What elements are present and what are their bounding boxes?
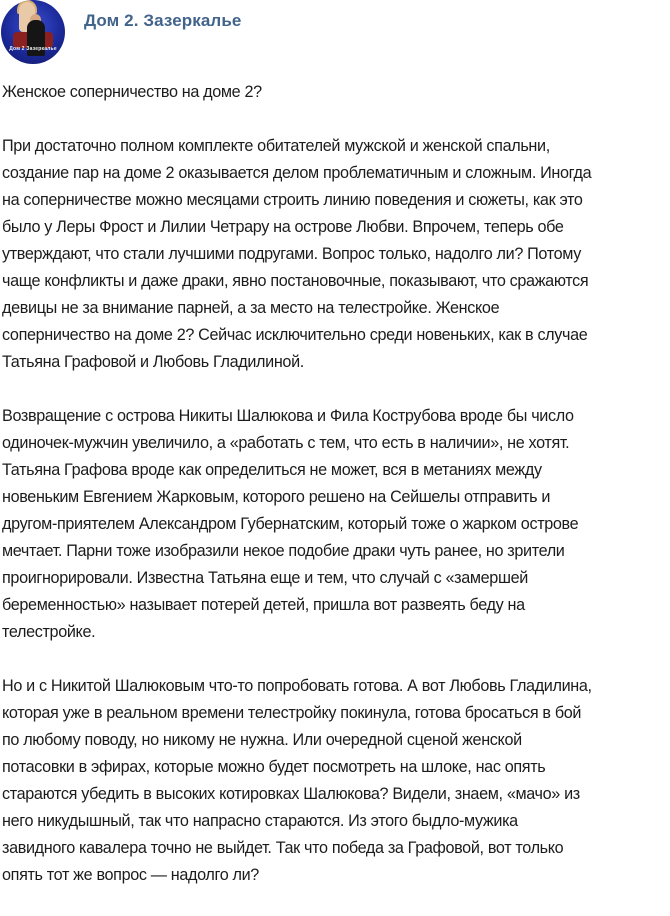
post-text <box>2 79 666 916</box>
text-line: на соперничестве можно месяцами строить линию поведения и сюжеты, как это <box>2 191 583 209</box>
text-line: новеньким Евгением Жарковым, которого решено на Сейшелы отправить и <box>2 488 551 506</box>
text-line: беременностью» называет потерей детей, пришла вот развеять беду на <box>2 596 525 614</box>
text-line: мечтает. Парни тоже изобразили некое подобие драки чуть ранее, но зрители <box>2 542 565 560</box>
text-line: завидного кавалера точно не выйдет. Так что победа за Графовой, вот только <box>2 839 564 857</box>
text-line: девицы не за внимание парней, а за место на телестройке. Женское <box>2 299 500 317</box>
post-header <box>0 0 670 70</box>
text-line: было у Леры Фрост и Лилии Четрару на острове Любви. Впрочем, теперь обе <box>2 218 564 236</box>
text-line: потасовки в эфирах, которые можно будет посмотреть на шлоке, нас опять <box>2 758 546 776</box>
text-line: соперничество на доме 2? Сейчас исключительно среди новеньких, как в случае <box>2 326 588 344</box>
text-line: чаще конфликты и даже драки, явно постановочные, показывают, что сражаются <box>2 272 589 290</box>
text-line: При достаточно полном комплекте обитателей мужской и женской спальни, <box>2 137 550 155</box>
text-line: опять тот же вопрос — надолго ли? <box>2 866 259 884</box>
paragraph-heading <box>2 79 666 106</box>
text-line: создание пар на доме 2 оказывается делом проблематичным и сложным. Иногда <box>2 164 592 182</box>
text-line: по любому поводу, но никому не нужна. Или очередной сценой женской <box>2 731 522 749</box>
paragraph-body-2 <box>2 673 666 889</box>
text-line: утверждают, что стали лучшими подругами. Вопрос только, надолго ли? Потому <box>2 245 581 263</box>
text-line: телестройке. <box>2 623 96 641</box>
community-avatar[interactable] <box>1 0 65 64</box>
text-line: Татьяна Графовой и Любовь Гладилиной. <box>2 353 304 371</box>
text-line: Но и с Никитой Шалюковым что-то попробовать готова. А вот Любовь Гладилина, <box>2 677 592 695</box>
community-name-link[interactable]: Дом 2. Зазеркалье <box>84 11 242 30</box>
text-line: одиночек-мужчин увеличило, а «работать с тем, что есть в наличии», не хотят. <box>2 434 570 452</box>
text-line: Женское соперничество на доме 2? <box>2 83 262 101</box>
text-line: которая уже в реальном времени телестройку покинула, готова бросаться в бой <box>2 704 582 722</box>
text-line: проигнорировали. Известна Татьяна еще и тем, что случай с «замершей <box>2 569 528 587</box>
text-line: стараются убедить в высоких котировках Шалюкова? Видели, знаем, «мачо» из <box>2 785 580 803</box>
text-line: другом-приятелем Александром Губернатским, который тоже о жарком острове <box>2 515 579 533</box>
text-line: него никудышный, так что напрасно стараются. Из этого быдло-мужика <box>2 812 518 830</box>
text-line: Возвращение с острова Никиты Шалюкова и Фила Кострубова вроде бы число <box>2 407 574 425</box>
paragraph-body-1 <box>2 403 666 646</box>
paragraph-intro <box>2 133 666 376</box>
text-line: Татьяна Графова вроде как определиться не может, вся в метаниях между <box>2 461 542 479</box>
avatar-caption: Дом 2 Зазеркалье <box>9 46 57 52</box>
